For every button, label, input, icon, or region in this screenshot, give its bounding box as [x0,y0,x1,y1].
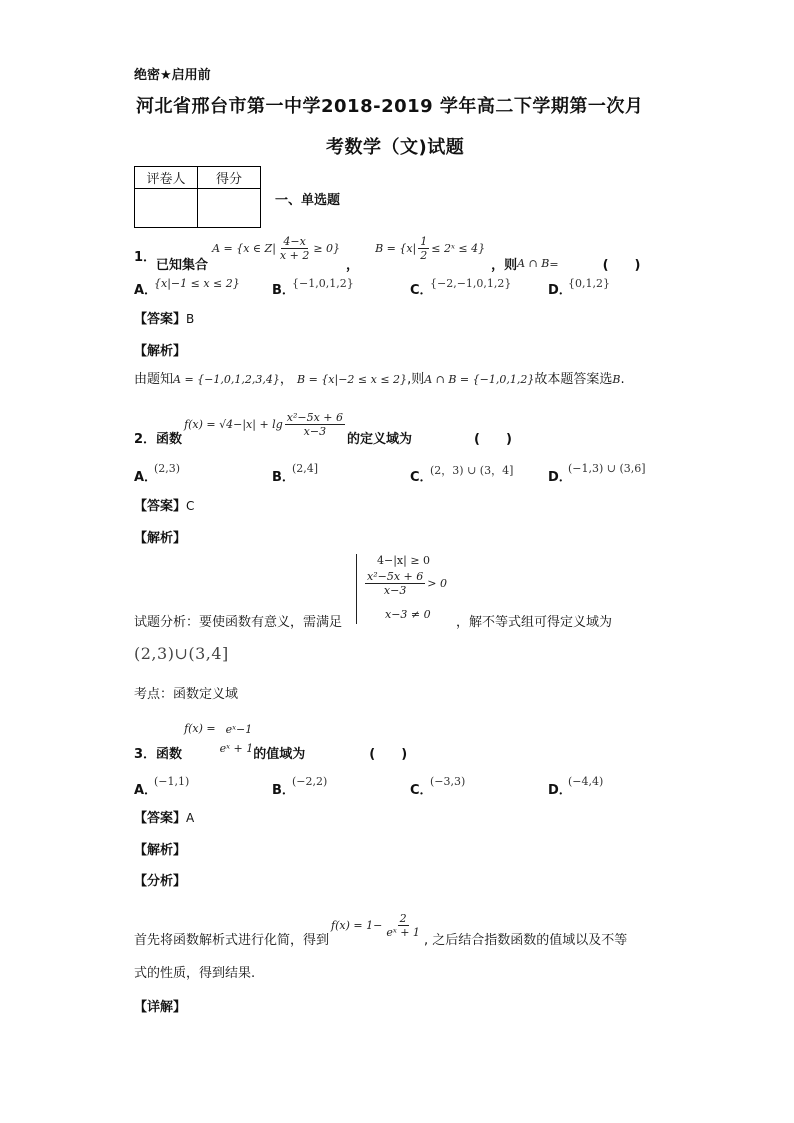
q1-set-b: B = {x| $\frac{1}{2}$ ≤ 2ˣ ≤ 4} [375,234,486,262]
q3-option-d-label: D． [548,783,572,798]
exam-title-line1: 河北省邢台市第一中学2018-2019 学年高二下学期第一次月 [136,96,644,117]
q2-inequality-system: 4−|x| ≥ 0 $\frac{\text{x²−5x + 6}}{x-3}$ > 0 x−3 ≠ 0 [356,554,357,624]
q2-option-b-label: B． [272,470,295,485]
question-2 [134,404,512,450]
q3-text-b: 的值域为 [253,746,306,762]
q1-expr: A ∩ B [517,256,550,270]
q2-analysis-label: 【解析】 [134,531,187,546]
q2-result: (2,3)∪(3,4] [134,644,229,663]
q2-option-a-label: A． [134,470,158,485]
q2-option-d: (−1,3) ∪ (3,6] [568,462,646,475]
q1-option-a-label: A． [134,283,158,298]
q2-paren: ( ) [474,431,512,447]
q1-text-b: ，则 [491,257,518,273]
q1-answer: 【答案】B [134,312,195,327]
q1-analysis-label: 【解析】 [134,344,187,359]
q3-paren: ( ) [369,746,408,762]
q3-detail-label: 【详解】 [134,1000,187,1015]
question-1 [134,232,640,278]
q1-option-c: {−2,−1,0,1,2} [430,277,512,290]
q1-option-b-label: B． [272,283,295,298]
q1-set-a: A = {x ∈ Z| $\frac{4-x}{x + 2}$ ≥ 0} [212,234,341,262]
q3-options [134,775,654,798]
q3-option-b-label: B． [272,783,295,798]
question-3 [134,716,407,762]
score-table-cell [198,189,261,228]
q1-solution: 由题知A = {−1,0,1,2,3,4}， B = {x|−2 ≤ x ≤ 2},则A ∩ B = {−1,0,1,2}故本题答案选B. [134,372,625,387]
q2-text: 函数 [156,431,183,447]
q1-paren: ( ) [602,257,641,273]
q3-option-a-label: A． [134,783,158,798]
q3-option-a: (−1,1) [154,775,190,788]
q3-answer: 【答案】A [134,811,195,826]
q3-analysis-label: 【解析】 [134,843,187,858]
q1-comma: ， [346,257,360,273]
score-table [134,166,261,228]
section-heading: 一、单选题 [275,193,341,208]
q3-option-d: (−4,4) [568,775,604,788]
q1-option-a: {x|−1 ≤ x ≤ 2} [154,277,240,290]
q2-answer: 【答案】C [134,499,195,514]
score-table-col1: 评卷人 [135,167,198,189]
score-table-col2: 得分 [198,167,261,189]
q1-option-d-label: D． [548,283,572,298]
q2-option-d-label: D． [548,470,572,485]
q2-options [134,462,694,485]
q3-fenxi-label: 【分析】 [134,874,187,889]
q2-option-c-label: C． [410,470,433,485]
q2-function: f(x) = √4−|x| + lg $\frac{\text{x²−5x + 6}}{x-3}$ [184,410,343,438]
q3-option-b: (−2,2) [292,775,328,788]
q2-number: 2． [134,431,157,447]
q2-solution-b: ，解不等式组可得定义域为 [456,615,613,630]
q2-kaodian: 考点：函数定义域 [134,687,239,702]
q3-option-c-label: C． [410,783,433,798]
q1-options [134,277,654,298]
score-table-cell [135,189,198,228]
q2-solution-a: 试题分析：要使函数有意义，需满足 [134,615,343,630]
q1-eq: = [549,257,559,271]
q1-option-d: {0,1,2} [568,277,610,290]
q3-number: 3． [134,746,157,762]
q1-option-b: {−1,0,1,2} [292,277,354,290]
q2-text-b: 的定义域为 [347,431,413,447]
q1-text: 已知集合 [156,257,209,273]
q2-option-a: (2,3) [154,462,181,475]
q2-option-b: (2,4] [292,462,319,475]
q2-option-c: (2，3) ∪ (3，4] [430,464,514,477]
q3-simplified-function: f(x) = 1− $\frac{2}{\text{eˣ + 1}}$ [331,911,420,939]
q3-option-c: (−3,3) [430,775,466,788]
q1-option-c-label: C． [410,283,433,298]
q3-text: 函数 [156,746,183,762]
secret-label: 绝密★启用前 [134,68,211,83]
q1-number: 1． [134,249,157,265]
q3-fenxi-text-cont: 式的性质，得到结果. [134,966,256,981]
q3-fenxi-text: 首先将函数解析式进行化简，得到 f(x) = 1− $\frac{2}{\text{eˣ + 1}}$ , 之后结合指数函数的值域以及不等 [134,911,628,948]
exam-title-line2: 考数学（文)试题 [326,137,465,158]
q3-function: f(x) = eˣ−1 eˣ + 1 [184,721,254,755]
